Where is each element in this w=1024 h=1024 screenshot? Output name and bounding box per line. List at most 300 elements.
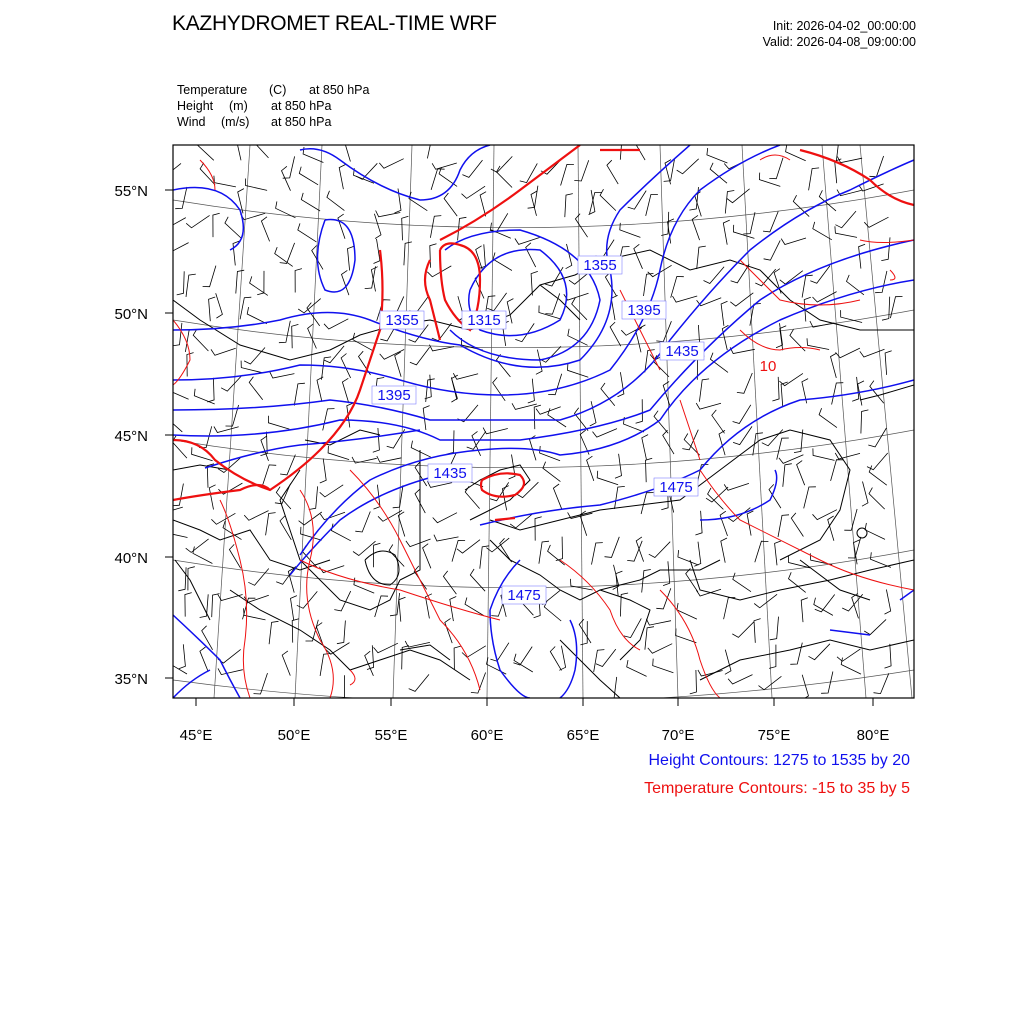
valid-time: Valid: 2026-04-08_09:00:00 (762, 35, 916, 49)
wind-barb (864, 619, 886, 634)
wind-barb (280, 243, 295, 264)
meridian-grid (214, 145, 912, 698)
lon-tick-label: 55°E (374, 727, 408, 744)
wind-barb (380, 350, 404, 360)
wind-barb (497, 166, 513, 188)
wind-barb (596, 649, 616, 666)
country-borders (173, 250, 914, 698)
wind-barb (699, 379, 709, 402)
wind-barb (788, 556, 810, 568)
wind-barb (543, 462, 561, 482)
lon-tick-label: 45°E (179, 727, 213, 744)
wind-barb (203, 266, 216, 287)
wind-barb (512, 403, 537, 409)
wind-barb (724, 597, 736, 619)
wind-barb (869, 156, 883, 177)
wind-barb (802, 275, 813, 297)
wind-barb (409, 192, 427, 211)
wind-barb (528, 379, 535, 403)
wind-barb (209, 297, 216, 321)
wind-barb (859, 244, 866, 268)
wind-barb (890, 297, 902, 319)
wind-barb (458, 405, 479, 422)
wind-barb (616, 571, 623, 595)
wind-barb (673, 296, 698, 302)
wind-barb (211, 348, 236, 355)
wind-barb (374, 214, 381, 239)
wind-barb (178, 567, 186, 591)
wind-barb (507, 299, 513, 324)
wind-barb (642, 570, 651, 593)
wind-barb (462, 160, 482, 177)
wind-barb (376, 211, 401, 217)
field-name: Wind (177, 115, 206, 129)
wind-barb (326, 643, 350, 655)
wind-barb (539, 541, 549, 564)
wind-barb (423, 544, 431, 569)
wind-barb (480, 546, 489, 569)
wind-barb (836, 140, 846, 163)
wind-barb (462, 646, 486, 658)
wind-barb (544, 601, 561, 622)
wind-barb (580, 621, 587, 645)
wind-barb (283, 156, 295, 178)
wind-barb (754, 594, 777, 608)
height-label: 1395 (627, 302, 661, 319)
wind-barb (770, 617, 779, 640)
wind-barb (164, 243, 188, 253)
temperature-contour-labels (756, 357, 780, 375)
wind-barb (309, 486, 318, 509)
wind-barb (762, 430, 783, 446)
wind-barb (844, 509, 857, 530)
wind-barb (470, 569, 485, 591)
wind-barb (801, 598, 808, 622)
wind-barb (338, 675, 345, 699)
wind-barb (338, 214, 345, 239)
field-unit: (C) (269, 83, 287, 97)
wind-barb (728, 675, 752, 684)
wind-barb (236, 270, 244, 293)
wind-barb (432, 323, 452, 341)
wind-barb (244, 511, 268, 521)
field-name: Height (177, 99, 214, 113)
wind-barb (245, 179, 267, 191)
wind-barb (490, 482, 509, 500)
wind-barb (480, 192, 486, 217)
wind-barb (747, 511, 753, 536)
wind-barb (534, 405, 541, 429)
wind-barb (515, 238, 540, 245)
wind-barb (763, 212, 778, 232)
wind-barb (605, 537, 620, 558)
wind-barb (328, 446, 349, 460)
wind-barb (778, 515, 789, 537)
wind-barb (837, 157, 862, 163)
wind-barb (755, 541, 769, 562)
height-label: 1475 (507, 587, 541, 604)
wind-barb (483, 428, 508, 434)
wind-barb (810, 553, 832, 564)
parallel-grid (173, 190, 914, 703)
wind-barb (452, 541, 465, 562)
wind-barb (479, 244, 486, 268)
wind-barb (831, 460, 844, 481)
wind-barb (298, 223, 317, 242)
wind-barb (636, 399, 643, 423)
wind-barb (882, 297, 890, 321)
wind-barb (405, 641, 430, 647)
wind-barb (624, 618, 642, 637)
wind-barb (694, 542, 701, 567)
wind-barb (615, 486, 625, 509)
lon-tick-label: 70°E (661, 727, 695, 744)
wind-barb (236, 136, 242, 161)
wind-barb (374, 643, 398, 653)
wind-barb (374, 543, 381, 567)
wind-barb (574, 160, 588, 181)
wind-barb (671, 277, 684, 298)
wind-barb (175, 187, 187, 209)
wind-barb (266, 513, 276, 536)
wind-barb (885, 590, 891, 615)
wind-barb (268, 416, 289, 429)
height-label: 1475 (659, 479, 693, 496)
wind-barb (607, 160, 618, 184)
wind-barb (526, 243, 536, 267)
height-contour-labels (372, 256, 704, 604)
wind-barb (430, 244, 437, 268)
wind-barb (240, 213, 265, 219)
wind-barb (769, 158, 783, 179)
wind-barb (531, 271, 538, 295)
wind-barb (262, 465, 276, 486)
wind-barb (535, 517, 542, 541)
wind-barb (322, 357, 332, 380)
wind-barb (320, 485, 344, 497)
wind-barb (301, 193, 320, 211)
wind-barb (528, 186, 538, 209)
wind-barb (443, 571, 456, 594)
wind-barb (587, 456, 594, 481)
wind-barb (198, 139, 214, 160)
wind-barb (596, 240, 615, 259)
wind-barb (445, 618, 452, 643)
lon-tick-label: 65°E (566, 727, 600, 744)
wind-barb (732, 622, 754, 638)
wind-barb (500, 538, 512, 562)
wind-barb (689, 187, 698, 210)
wind-barb (250, 276, 268, 295)
wind-barb (214, 427, 239, 433)
lat-tick-label: 35°N (114, 671, 148, 688)
wind-barb (427, 266, 451, 277)
wind-barb (589, 190, 595, 215)
wind-barb (759, 173, 780, 187)
wind-barb (434, 535, 459, 541)
height-label: 1355 (385, 312, 419, 329)
wind-barb (279, 321, 290, 343)
lat-tick-label: 55°N (114, 183, 148, 200)
wind-barb (200, 163, 215, 185)
wind-barb (712, 410, 725, 433)
wind-barb (194, 389, 214, 404)
wind-barb (737, 373, 752, 393)
lon-tick-label: 80°E (856, 727, 890, 744)
wind-barb (593, 429, 618, 438)
wind-barb (429, 345, 454, 351)
wind-barb (514, 654, 533, 672)
wind-barb (299, 167, 318, 185)
wind-barb (353, 333, 372, 350)
wind-barb (568, 363, 589, 377)
map-frame (173, 145, 914, 698)
wind-barb (733, 405, 751, 424)
wind-barb (447, 430, 454, 454)
wind-barb (365, 266, 376, 288)
field-level: at 850 hPa (271, 115, 332, 129)
wind-barb (186, 539, 209, 553)
wind-barb (874, 673, 889, 693)
temperature-contours (173, 145, 914, 698)
wind-barb (487, 293, 506, 311)
field-unit: (m/s) (221, 115, 250, 129)
wind-barb (707, 148, 728, 163)
wind-barb (646, 619, 671, 625)
wind-barb (207, 378, 214, 402)
wind-barb (341, 354, 351, 378)
wind-barb (627, 660, 647, 676)
wind-barb (240, 297, 251, 319)
wind-barb (809, 644, 830, 660)
wind-barb (692, 215, 699, 240)
wind-barb (185, 593, 192, 617)
wind-barb (852, 377, 859, 401)
wind-barb (624, 417, 645, 432)
wind-barb (486, 538, 509, 552)
wind-barb (860, 349, 885, 357)
wind-barb (835, 226, 857, 237)
wind-barb (720, 511, 727, 536)
wind-barb (354, 578, 374, 593)
wind-barb (550, 647, 561, 671)
wind-barb (725, 650, 731, 675)
wind-barb (620, 593, 628, 617)
wind-barb (791, 513, 803, 537)
wind-barb (754, 619, 761, 643)
wind-barb (819, 408, 837, 427)
wind-barb (869, 488, 885, 510)
wind-barb (444, 193, 457, 216)
wind-barb (225, 217, 241, 238)
wind-barb (861, 410, 869, 434)
wind-barb (254, 136, 269, 158)
lat-tick-label: 50°N (114, 306, 148, 323)
wind-barb (677, 159, 699, 174)
wind-barb (344, 137, 350, 162)
wind-barb (493, 377, 506, 400)
wind-barb (733, 225, 754, 239)
wind-barb (216, 293, 223, 318)
height-label: 1435 (433, 465, 467, 482)
wind-barb (875, 271, 887, 293)
wind-barb (802, 675, 808, 700)
wind-barb (462, 186, 486, 198)
temperature-contour-legend: Temperature Contours: -15 to 35 by 5 (644, 780, 910, 797)
wind-barb (317, 377, 323, 402)
wind-barb (730, 347, 755, 353)
wind-barb (743, 212, 755, 234)
wind-barb (389, 545, 404, 567)
wind-barb (649, 542, 670, 558)
wind-barb (257, 271, 264, 295)
wind-barb (642, 435, 648, 460)
wind-barb (261, 217, 269, 242)
wind-barb (545, 293, 559, 314)
wind-barb (200, 594, 209, 617)
wind-barb (453, 373, 478, 379)
lat-tick-label: 40°N (114, 550, 148, 567)
wind-barb (218, 668, 243, 674)
wind-barb (835, 211, 856, 228)
wind-barb (653, 659, 674, 673)
wind-barb (644, 273, 654, 296)
lon-tick-label: 75°E (757, 727, 791, 744)
chart-title: KAZHYDROMET REAL-TIME WRF (172, 12, 497, 35)
height-label: 1315 (467, 312, 501, 329)
wind-barb (783, 464, 792, 487)
wind-barb (410, 347, 430, 365)
wind-barb (579, 619, 591, 643)
height-contour-legend: Height Contours: 1275 to 1535 by 20 (648, 752, 910, 769)
height-label: 1395 (377, 387, 411, 404)
wind-barb (724, 483, 749, 490)
wind-barb (781, 238, 806, 245)
wind-barb (186, 215, 209, 227)
wind-barb (324, 319, 348, 329)
wind-barb (646, 458, 653, 482)
wind-barb (168, 656, 187, 674)
lon-tick-label: 50°E (277, 727, 311, 744)
wind-barb (790, 643, 802, 665)
lat-tick-label: 45°N (114, 428, 148, 445)
wind-barb (837, 649, 860, 661)
height-contours (173, 145, 914, 698)
wind-barb (291, 596, 297, 621)
wind-barb (556, 537, 563, 561)
wind-barb (402, 216, 409, 240)
wind-barb (399, 597, 406, 621)
wind-barb (645, 627, 654, 650)
wind-barb (564, 293, 589, 300)
wind-barb (249, 377, 263, 400)
wind-barb (502, 486, 508, 511)
wind-barb (759, 676, 782, 690)
wind-barb (561, 164, 574, 185)
wind-barb (804, 487, 816, 509)
wind-barb (327, 191, 345, 211)
wind-barb (247, 307, 267, 324)
wind-barb (867, 453, 888, 470)
wind-barb (431, 169, 445, 190)
wind-barb (862, 482, 868, 507)
wind-barb (193, 329, 208, 351)
wind-barb (777, 438, 789, 460)
wind-barb (565, 194, 573, 218)
wind-barb (696, 403, 721, 409)
init-time: Init: 2026-04-02_00:00:00 (772, 19, 916, 33)
wind-barb (548, 408, 566, 427)
wind-barb (212, 594, 220, 618)
wind-barb (870, 381, 884, 404)
wind-barb (553, 484, 561, 509)
wind-barb (636, 537, 643, 562)
height-label: 1355 (583, 257, 617, 274)
wind-barb (465, 486, 479, 508)
wind-barb (177, 271, 185, 295)
wind-barb (269, 621, 278, 644)
wind-barb (566, 244, 572, 269)
wind-barb (295, 269, 302, 293)
location-marker (857, 528, 867, 538)
wind-barb (202, 626, 213, 650)
wind-barb (200, 647, 208, 672)
wind-barb (809, 168, 820, 190)
wind-barb (339, 165, 345, 190)
wind-barb (209, 485, 215, 510)
wind-barb (885, 351, 892, 375)
wind-barb (158, 163, 181, 177)
wind-barb (634, 244, 643, 268)
wind-barb (869, 466, 887, 486)
wind-barb (836, 348, 860, 358)
wind-barb (772, 377, 779, 401)
wind-barb (690, 670, 697, 694)
wind-barb (575, 214, 587, 238)
wind-barb (439, 167, 457, 186)
wind-barb (406, 539, 431, 547)
wind-barb (282, 651, 290, 676)
wind-barb (214, 176, 236, 187)
wind-barb (813, 510, 837, 520)
wind-barb (409, 674, 429, 691)
wind-barb (166, 411, 183, 432)
wind-barb (885, 644, 892, 668)
wind-barb (490, 213, 508, 232)
wind-barb (592, 543, 603, 565)
wind-barb (775, 541, 782, 565)
wind-barb (764, 240, 781, 260)
wind-barb (831, 353, 837, 378)
wind-barb (656, 321, 671, 342)
wind-barb (789, 572, 806, 592)
wind-barb (427, 137, 439, 159)
wind-barb (648, 644, 672, 654)
wind-barb (590, 401, 596, 426)
wind-barb (454, 646, 461, 670)
field-level: at 850 hPa (271, 99, 332, 113)
wind-barb (377, 456, 402, 462)
wind-barb (374, 239, 380, 264)
longitude-axis (196, 698, 873, 706)
wind-barb (695, 511, 702, 535)
wind-barb (162, 218, 186, 229)
wind-barb (697, 246, 706, 269)
wind-barb (275, 247, 293, 266)
wind-barb (677, 603, 697, 619)
wind-barb (539, 306, 560, 319)
wind-barb (276, 487, 291, 509)
